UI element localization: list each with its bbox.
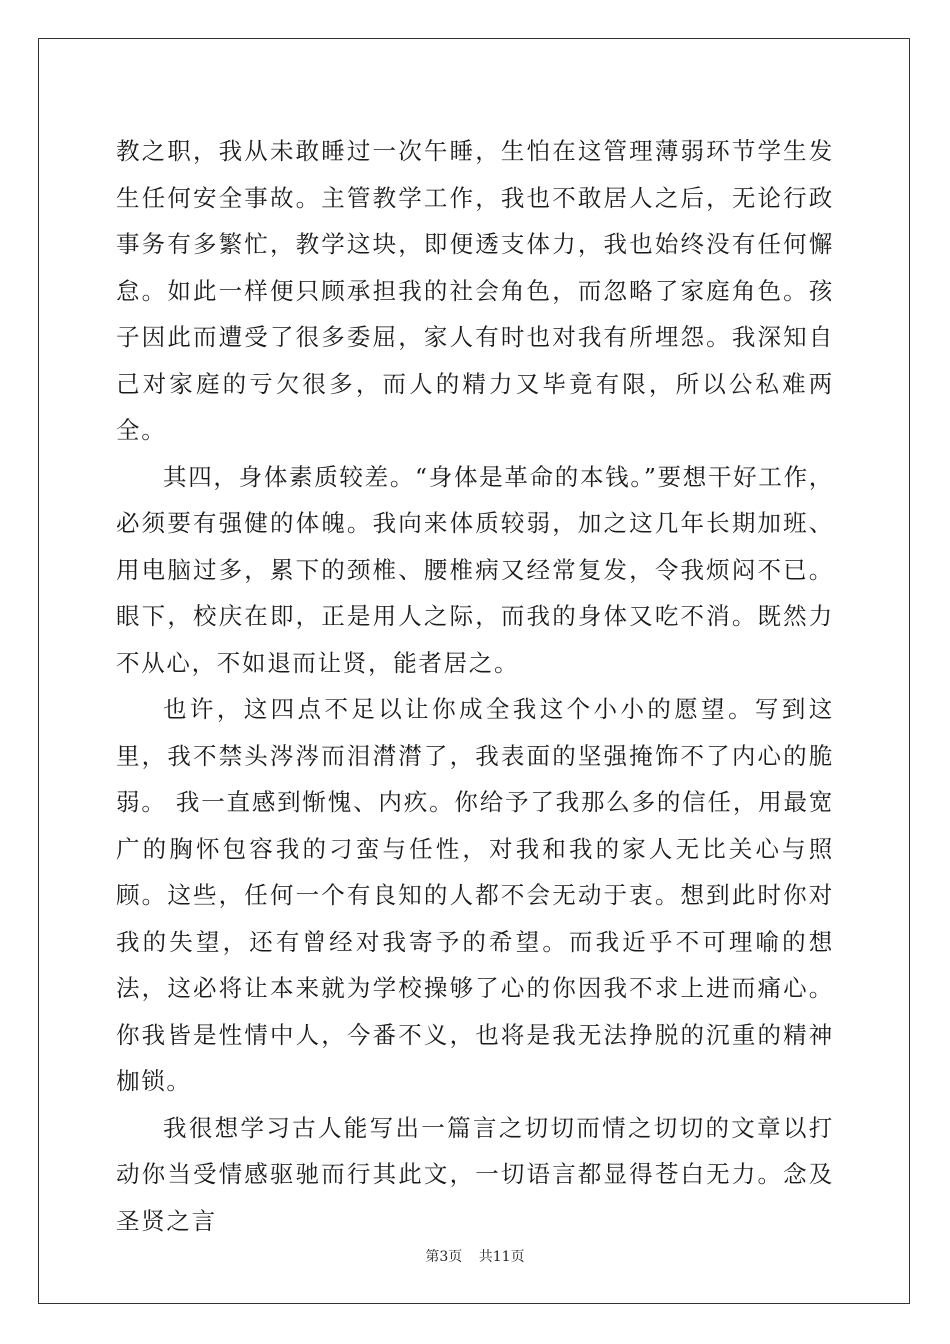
document-body: [116, 128, 834, 1244]
page-footer: [0, 1246, 950, 1266]
paragraph-4: 我很想学习古人能写出一篇言之切切而情之切切的文章以打动你当受情感驱驰而行其此文，一切语言都显得苍白无力。念及圣贤之言: [116, 1113, 834, 1235]
paragraph-2: 其四，身体素质较差。“身体是革命的本钱。”要想干好工作，必须要有强健的体魄。我向来体质较弱，加之这几年长期加班、用电脑过多，累下的颈椎、腰椎病又经常复发，令我烦闷不已。眼下，校庆在即，正是用人之际，而我的身体又吃不消。既然力不从心，不如退而让贤，能者居之。: [116, 462, 834, 677]
page-total: 共11页: [478, 1249, 525, 1265]
page-number: 第3页: [425, 1249, 463, 1265]
paragraph-1: 教之职，我从未敢睡过一次午睡，生怕在这管理薄弱环节学生发生任何安全事故。主管教学工作，我也不敢居人之后，无论行政事务有多繁忙，教学这块，即便透支体力，我也始终没有任何懈怠。如此一样便只顾承担我的社会角色，而忽略了家庭角色。孩子因此而遭受了很多委屈，家人有时也对我有所埋怨。我深知自己对家庭的亏欠很多，而人的精力又毕竟有限，所以公私难两全。: [116, 137, 834, 444]
paragraph-3: 也许，这四点不足以让你成全我这个小小的愿望。写到这里，我不禁头涔涔而泪潸潸了，我表面的坚强掩饰不了内心的脆弱。 我一直感到惭愧、内疚。你给予了我那么多的信任，用最宽广的胸怀包容我的刁蛮与任性，对我和我的家人无比关心与照顾。这些，任何一个有良知的人都不会无动于衷。想到此时你对我的失望，还有曾经对我寄予的希望。而我近乎不可理喻的想法，这必将让本来就为学校操够了心的你因我不求上进而痛心。你我皆是性情中人，今番不义，也将是我无法挣脱的沉重的精神枷锁。: [116, 695, 834, 1095]
